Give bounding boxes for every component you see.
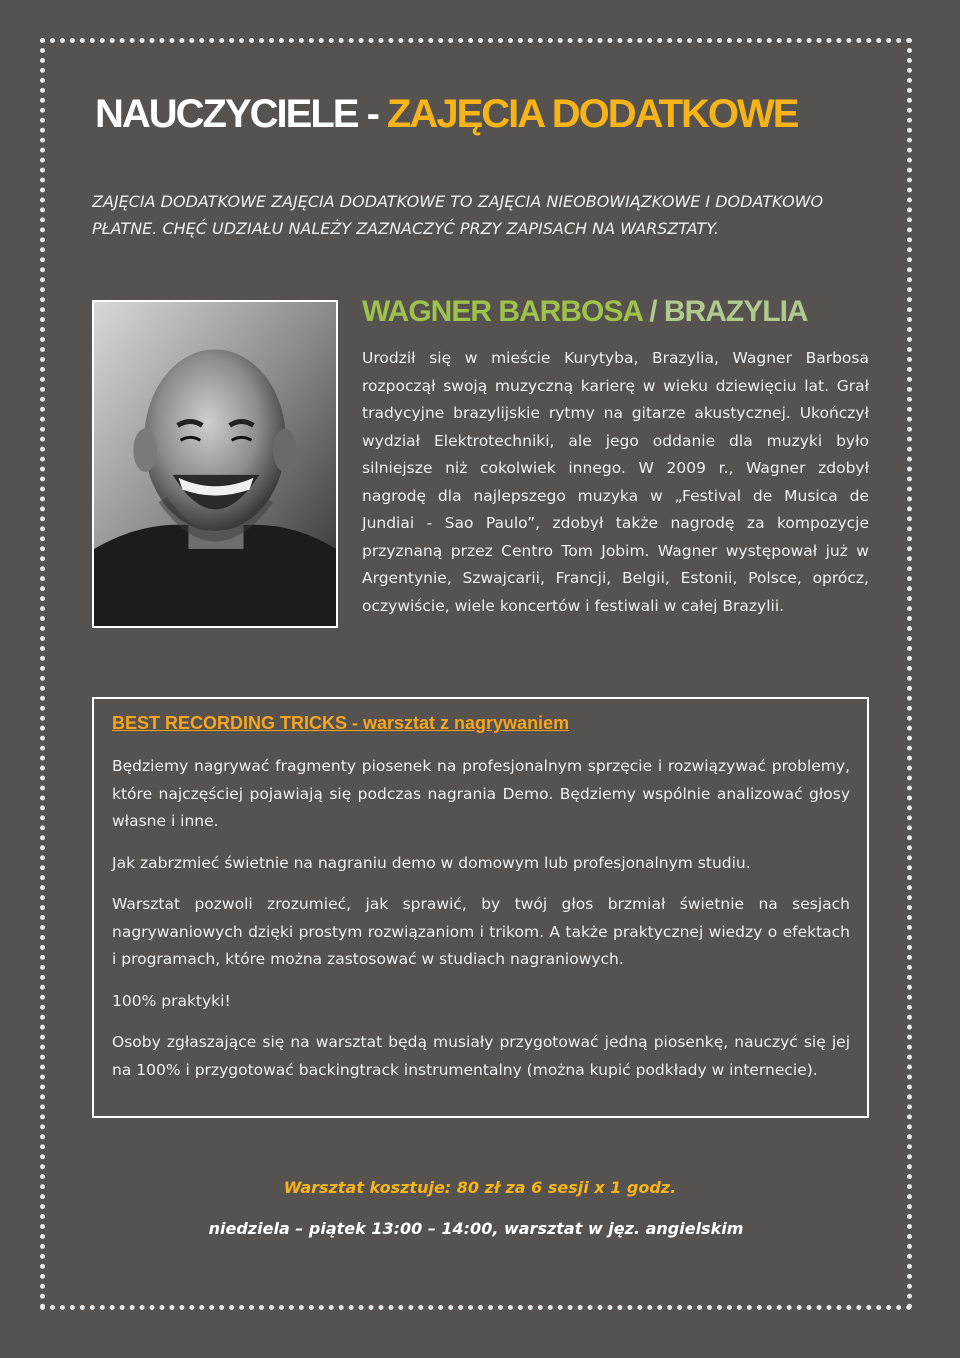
teacher-country: BRAZYLIA [663, 295, 808, 328]
page-title [95, 92, 797, 136]
workshop-schedule: niedziela – piątek 13:00 – 14:00, warsztat w jęz. angielskim [208, 1219, 744, 1238]
teacher-name-heading [362, 294, 808, 330]
teacher-bio: Urodził się w mieście Kurytyba, Brazylia, Wagner Barbosa rozpoczął swoją muzyczną karierę w wieku dziewięciu lat. Grał tradycyjne brazylijskie rytmy na gitarze akustycznej. Ukończył wydział Elektrotechniki, ale jego oddanie dla muzyki było silniejsze niż cokolwiek innego. W 2009 r., Wagner zdobył nagrodę dla najlepszego muzyka w „Festival de Musica de Jundiai - Sao Paulo”, zdobył także nagrodę za kompozycje przyznaną przez Centro Tom Jobim. Wagner występował już w Argentynie, Szwajcarii, Francji, Belgii, Estonii, Polsce, oprócz, oczywiście, wiele koncertów i festiwali w całej Brazylii. [362, 349, 869, 615]
workshop-paragraph: Osoby zgłaszające się na warsztat będą musiały przygotować jedną piosenkę, nauczyć się jej na 100% i przygotować backingtrack instrumentalny (można kupić podkłady w internecie). [112, 1033, 850, 1079]
intro-text: ZAJĘCIA DODATKOWE ZAJĘCIA DODATKOWE TO ZAJĘCIA NIEOBOWIĄZKOWE I DODATKOWO PŁATNE. CHĘĆ UDZIAŁU NALEŻY ZAZNACZYĆ PRZY ZAPISACH NA WARSZTATY. [92, 192, 824, 238]
title-part-teachers: NAUCZYCIELE - [95, 92, 387, 136]
teacher-photo [92, 300, 338, 628]
workshop-description [112, 753, 850, 1098]
title-part-extra-classes: ZAJĘCIA DODATKOWE [387, 92, 798, 136]
workshop-price: Warsztat kosztuje: 80 zł za 6 sesji x 1 godz. [283, 1178, 677, 1197]
workshop-box [92, 697, 869, 1118]
workshop-title: BEST RECORDING TRICKS - warsztat z nagrywaniem [112, 713, 570, 733]
teacher-name: WAGNER BARBOSA [362, 295, 642, 328]
workshop-paragraph: 100% praktyki! [112, 991, 231, 1010]
workshop-paragraph: Warsztat pozwoli zrozumieć, jak sprawić, by twój głos brzmiał świetnie na sesjach nagrywaniowych dzięki prostym rozwiązaniom i trikom. A także praktycznej wiedzy o efektach i programach, które można zastosować w studiach nagraniowych. [112, 895, 850, 968]
name-separator: / [641, 295, 664, 328]
workshop-paragraph: Będziemy nagrywać fragmenty piosenek na profesjonalnym sprzęcie i rozwiązywać problemy, które najczęściej pojawiają się podczas nagrania Demo. Będziemy wspólnie analizować głosy własne i inne. [112, 757, 850, 830]
workshop-paragraph: Jak zabrzmieć świetnie na nagraniu demo w domowym lub profesjonalnym studiu. [112, 853, 751, 872]
